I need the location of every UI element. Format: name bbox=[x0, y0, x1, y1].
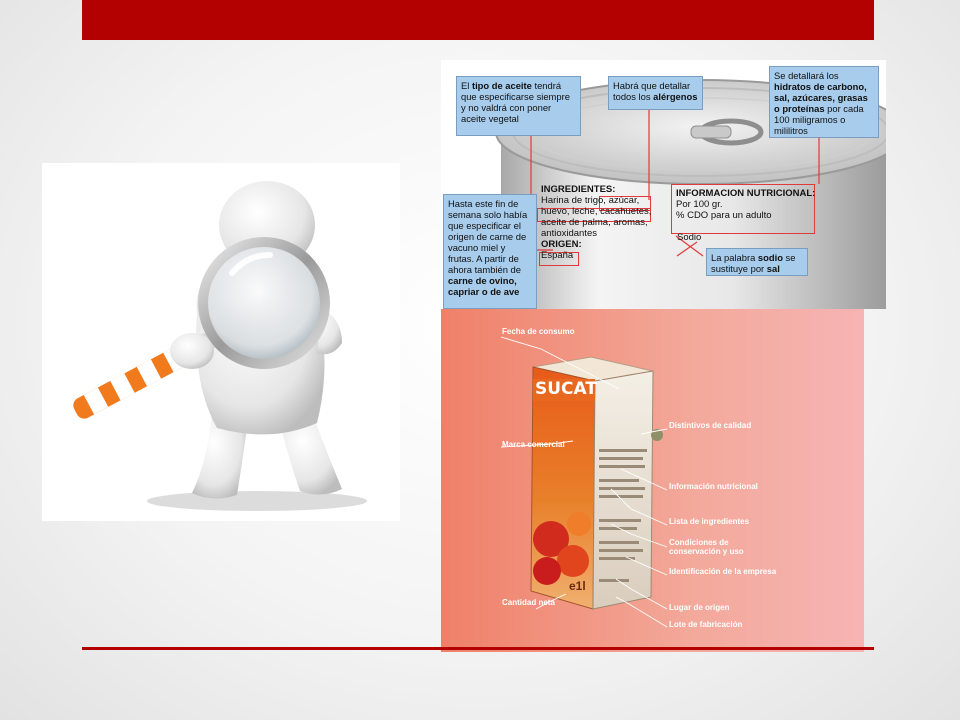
magnifier-figure-illustration bbox=[42, 163, 400, 521]
nutricional-block bbox=[676, 188, 816, 221]
top-accent-bar bbox=[82, 0, 874, 40]
label-identificacion-empresa: Identificación de la empresa bbox=[669, 567, 777, 576]
label-marca-comercial: Marca comercial bbox=[502, 440, 565, 449]
callout-alergenos: Habrá que detallar todos los alérgenos bbox=[608, 76, 703, 110]
nutricional-title: INFORMACION NUTRICIONAL: bbox=[676, 188, 816, 199]
ingredientes-text: Harina de trigo, azúcar, huevo, leche, cacahuetes, aceite de palma, aromas, antioxidantes bbox=[541, 195, 652, 239]
label-fecha-consumo: Fecha de consumo bbox=[502, 327, 575, 336]
label-lugar-origen: Lugar de origen bbox=[669, 603, 730, 612]
label-informacion-nutricional: Información nutricional bbox=[669, 482, 758, 491]
callout-tipo-aceite: El tipo de aceite tendrá que especificarse siempre y no valdrá con poner aceite vegetal bbox=[456, 76, 581, 136]
can-label-figure bbox=[441, 60, 886, 309]
carton-brand: SUCAT bbox=[535, 379, 597, 399]
carton-label-figure bbox=[441, 309, 864, 652]
bottom-accent-line bbox=[82, 647, 874, 650]
callout-origen: Hasta este fin de semana solo había que especificar el origen de carne de vacuno miel y frutas. A partir de ahora también de carne de ovino, capriar o de ave bbox=[443, 194, 537, 309]
origen-value: España bbox=[541, 250, 574, 261]
label-cantidad-neta: Cantidad neta bbox=[502, 598, 555, 607]
label-condiciones-2: conservación y uso bbox=[669, 547, 744, 556]
ingredientes-block bbox=[541, 184, 661, 261]
sodio-label: Sodio bbox=[677, 232, 702, 243]
nutricional-line1: Por 100 gr. bbox=[676, 199, 723, 210]
figure-magnifier-photo bbox=[42, 163, 400, 521]
nutricional-line2: % CDO para un adulto bbox=[676, 210, 772, 221]
label-condiciones-1: Condiciones de bbox=[669, 538, 729, 547]
ingredientes-title: INGREDIENTES: bbox=[541, 184, 616, 195]
label-distintivos-calidad: Distintivos de calidad bbox=[669, 421, 752, 430]
origen-title: ORIGEN: bbox=[541, 239, 582, 250]
callout-sodio-sal: La palabra sodio se sustituye por sal bbox=[706, 248, 808, 276]
callout-hidratos: Se detallará los hidratos de carbono, sal, azúcares, grasas o proteínas por cada 100 miligramos o mililitros bbox=[769, 66, 879, 138]
carton-volume: e1l bbox=[569, 579, 586, 593]
label-lote-fabricacion: Lote de fabricación bbox=[669, 620, 743, 629]
label-lista-ingredientes: Lista de ingredientes bbox=[669, 517, 750, 526]
